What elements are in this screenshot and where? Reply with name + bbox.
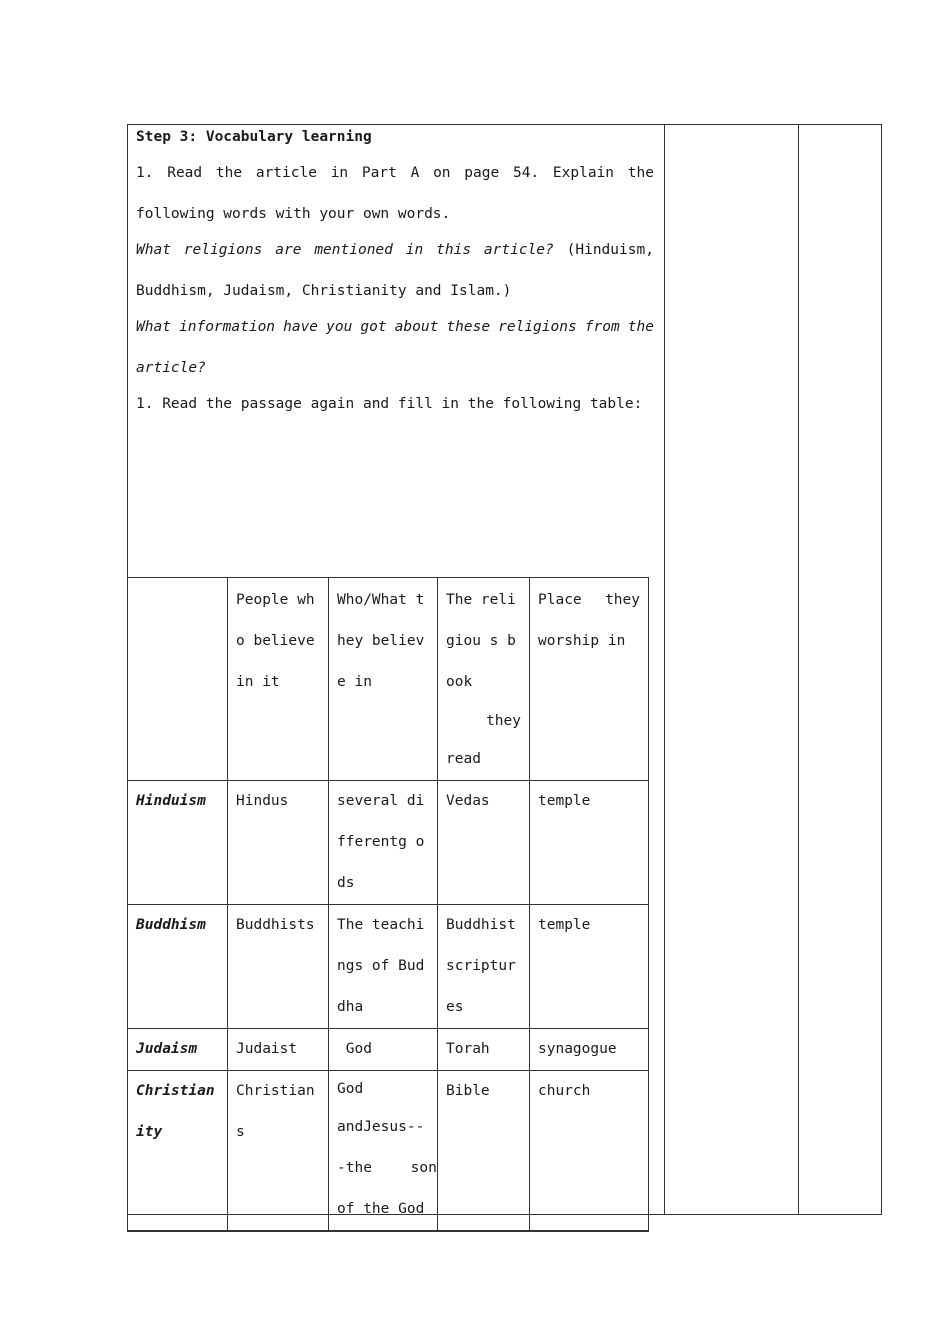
place-cell: temple	[530, 781, 649, 905]
answer-start: (Hinduism,	[566, 242, 654, 258]
header-belief: Who/What they believe in	[329, 578, 438, 781]
table-row-hinduism	[128, 781, 649, 905]
belief-part-1: God	[337, 1081, 364, 1097]
table-row-buddhism	[128, 905, 649, 1029]
header-book	[438, 578, 530, 781]
belief-part-3: -the son	[337, 1160, 437, 1176]
question-1-line-2: Buddhism, Judaism, Christianity and Islam.)	[136, 283, 512, 299]
belief-cell: The teachings of Buddha	[329, 905, 438, 1029]
word: What	[136, 319, 171, 335]
word: the	[215, 165, 243, 181]
word: page	[464, 165, 500, 181]
instruction-1-line-2: following words with your own words.	[136, 206, 451, 222]
instruction-2: 1. Read the passage again and fill in the following table:	[136, 396, 643, 412]
word: A	[410, 165, 420, 181]
word: in	[330, 165, 349, 181]
word: about	[394, 319, 439, 335]
header-book-part-1: The religiou s book	[446, 592, 516, 690]
header-place-justified: Place they worship in	[538, 592, 640, 649]
header-book-part-3: read	[446, 751, 481, 767]
word: mentioned	[314, 242, 393, 258]
word: are	[275, 242, 302, 258]
word: the	[627, 165, 654, 181]
word: these	[446, 319, 491, 335]
word: information	[179, 319, 276, 335]
religions-table	[127, 577, 649, 1232]
word: article	[255, 165, 317, 181]
word: Part	[361, 165, 397, 181]
table-row-christianity	[128, 1071, 649, 1232]
table-header-row	[128, 578, 649, 781]
word: from	[584, 319, 620, 335]
word: on	[433, 165, 451, 181]
religion-name: Buddhism	[128, 905, 228, 1029]
belief-part-2: andJesus--	[337, 1119, 425, 1135]
belief-cell: God	[329, 1029, 438, 1071]
book-cell: Vedas	[438, 781, 530, 905]
header-people: People who believe in it	[228, 578, 329, 781]
notes-column	[664, 124, 799, 1215]
place-cell: temple	[530, 905, 649, 1029]
place-cell: church	[530, 1071, 649, 1232]
word: 54.	[512, 165, 540, 181]
word: Explain	[552, 165, 615, 181]
word: What	[136, 242, 171, 258]
header-empty-cell	[128, 578, 228, 781]
header-book-part-2: they	[486, 713, 521, 729]
word: Read	[167, 165, 203, 181]
word: in	[405, 242, 424, 258]
belief-cell: several differentg ods	[329, 781, 438, 905]
book-cell: Bible	[438, 1071, 530, 1232]
word: religions	[183, 242, 263, 258]
word: religions	[498, 319, 577, 335]
question-2-line-1	[136, 319, 654, 335]
word: the	[627, 319, 654, 335]
word: this	[436, 242, 472, 258]
religion-name: Christian ity	[128, 1071, 228, 1232]
header-place	[530, 578, 649, 781]
people-cell: Buddhists	[228, 905, 329, 1029]
step-heading: Step 3: Vocabulary learning	[136, 129, 372, 145]
word: article?	[483, 242, 554, 258]
table-row-judaism	[128, 1029, 649, 1071]
people-cell: Hindus	[228, 781, 329, 905]
instruction-1-line-1	[136, 165, 654, 181]
remarks-column	[798, 124, 882, 1215]
question-1-line-1	[136, 242, 654, 258]
religion-name: Judaism	[128, 1029, 228, 1071]
question-2-line-2: article?	[136, 360, 206, 376]
word: you	[326, 319, 353, 335]
people-cell: Christian s	[228, 1071, 329, 1232]
religion-name: Hinduism	[128, 781, 228, 905]
word: got	[360, 319, 387, 335]
place-cell: synagogue	[530, 1029, 649, 1071]
word: 1.	[136, 165, 154, 181]
belief-cell	[329, 1071, 438, 1232]
people-cell: Judaist	[228, 1029, 329, 1071]
book-cell: Torah	[438, 1029, 530, 1071]
word: have	[283, 319, 319, 335]
belief-part-4: of the God	[337, 1201, 425, 1217]
book-cell: Buddhist scriptur es	[438, 905, 530, 1029]
